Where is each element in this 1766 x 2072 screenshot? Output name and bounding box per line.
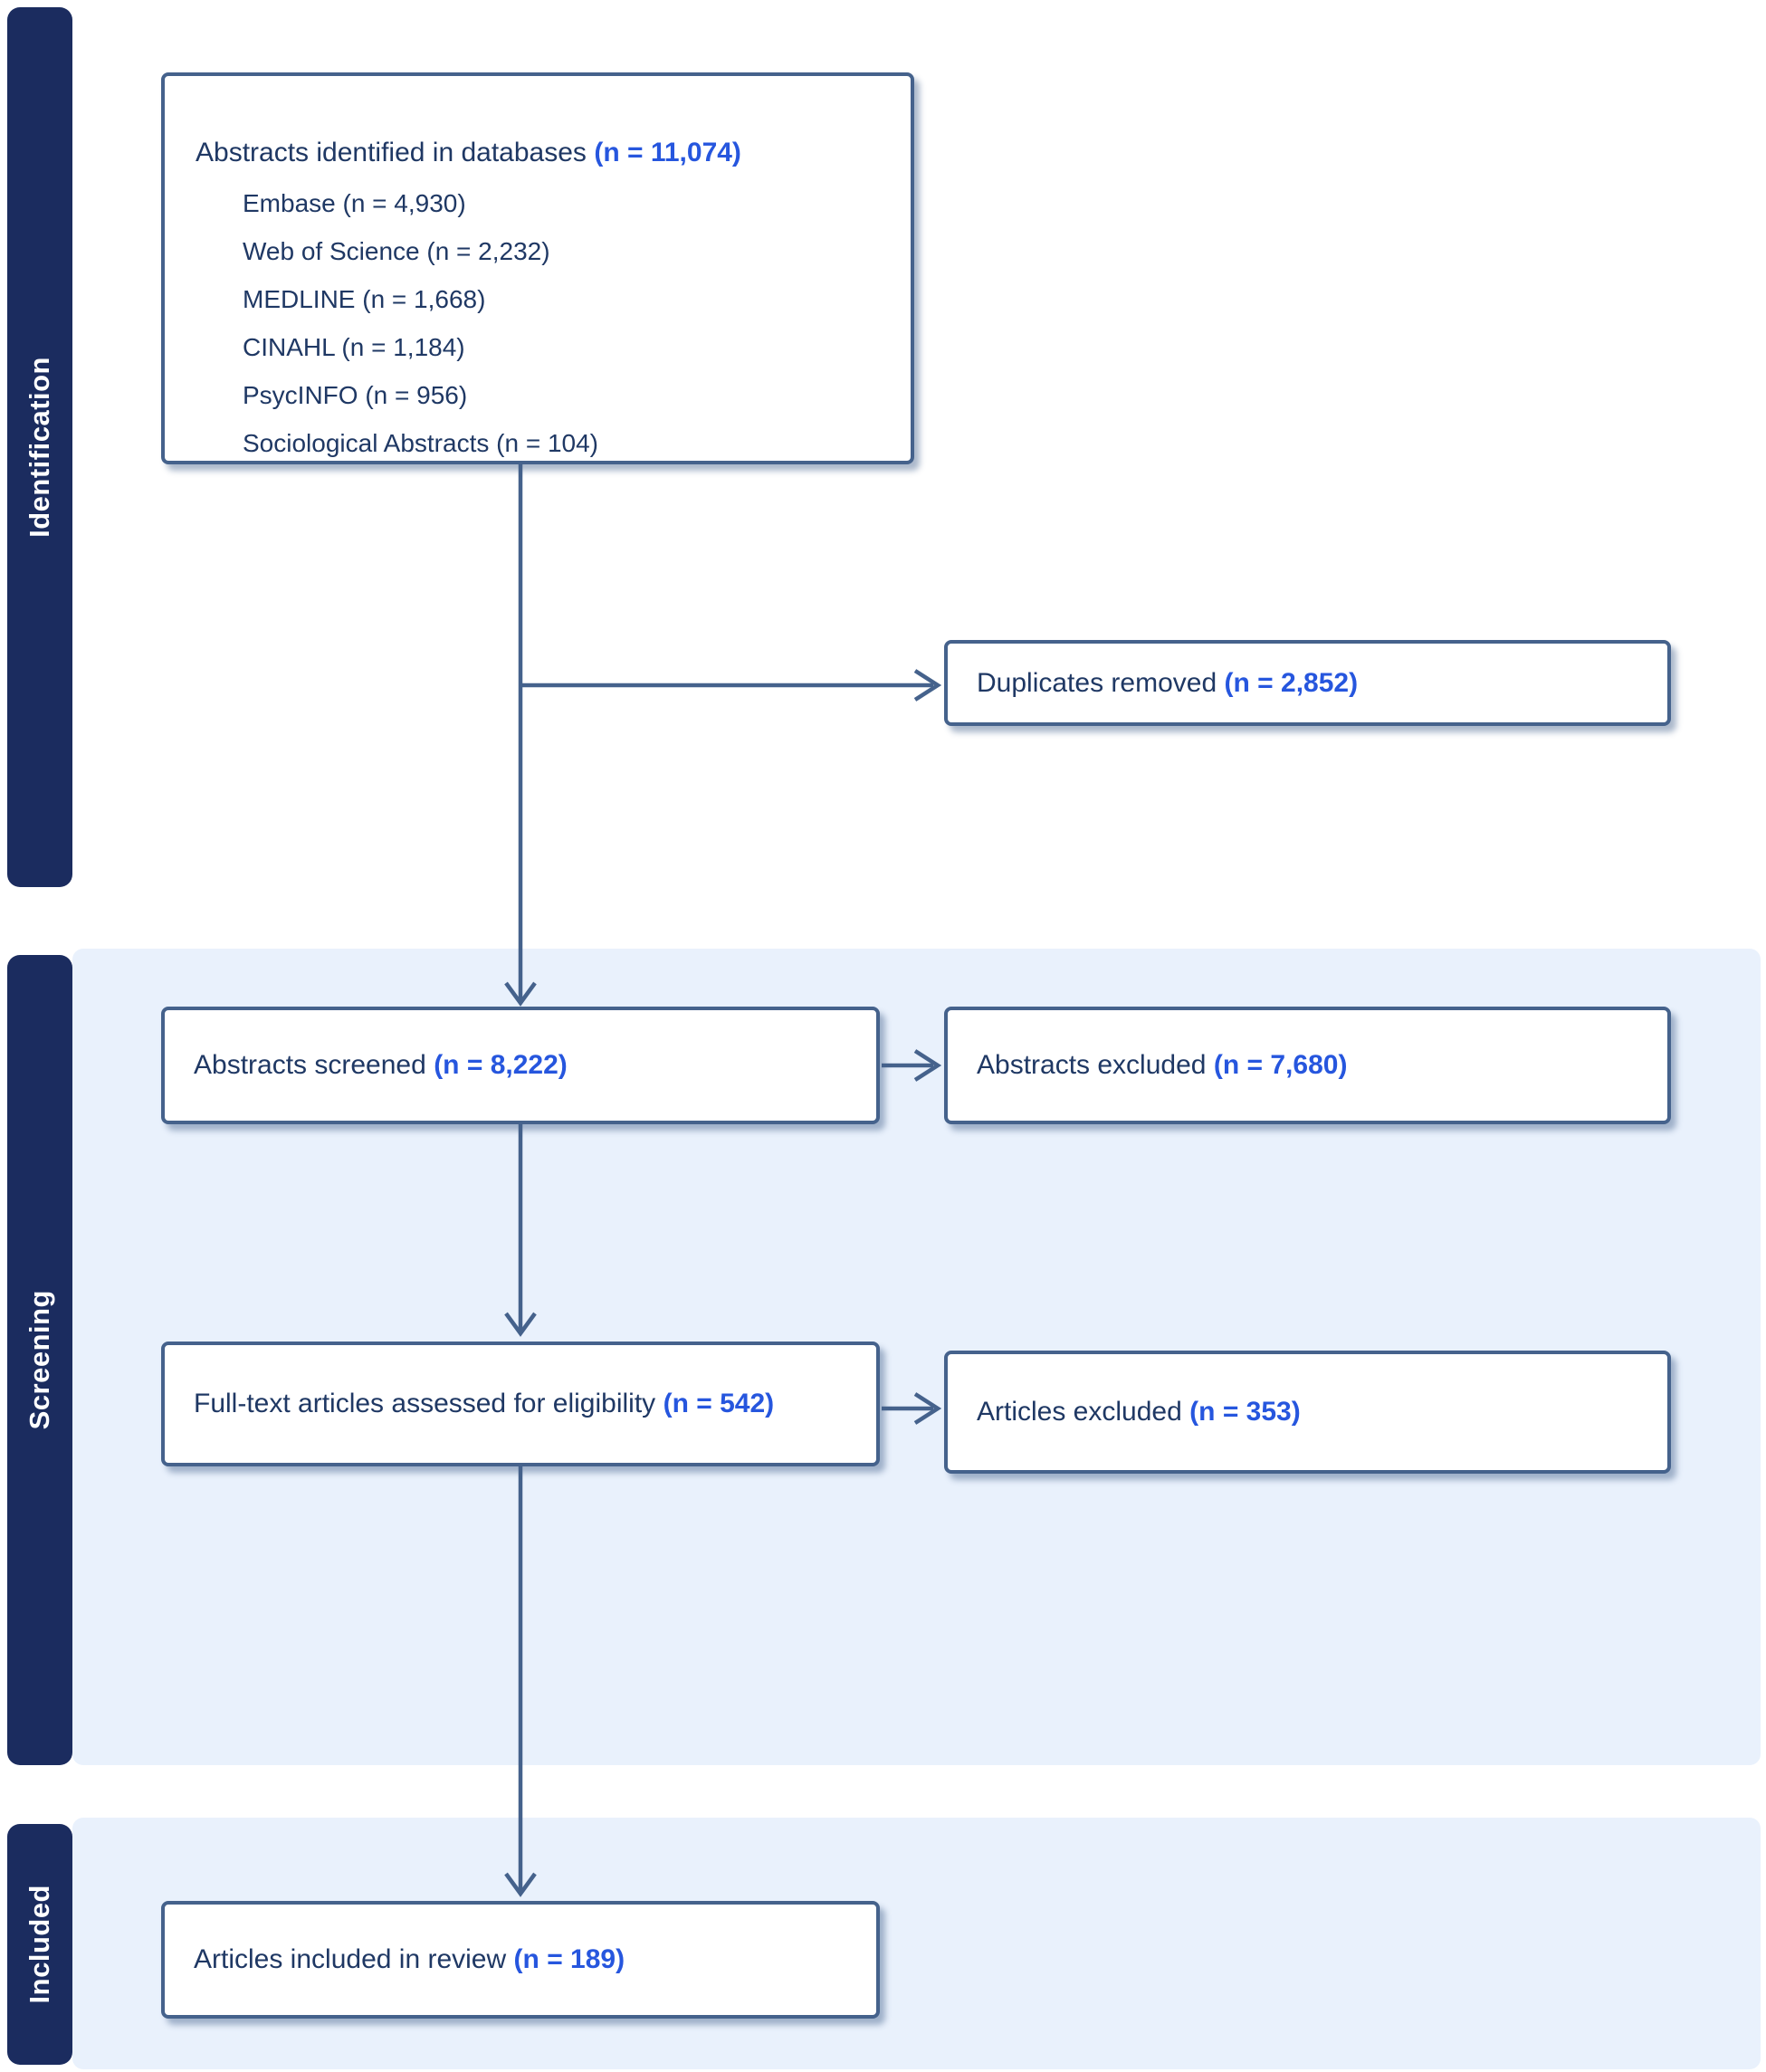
box-abstracts-excluded — [944, 1007, 1671, 1124]
included-stage-label: Included — [24, 1885, 55, 2004]
duplicates-removed-label: Duplicates removed — [977, 667, 1217, 698]
box-fulltext-assessed — [161, 1342, 880, 1466]
abstracts-screened-count: (n = 8,222) — [434, 1050, 568, 1081]
source-item-cinahl: CINAHL (n = 1,184) — [243, 333, 465, 362]
fulltext-assessed-count: (n = 542) — [663, 1389, 775, 1419]
database-source-list — [196, 179, 889, 468]
abstracts-identified-label: Abstracts identified in databases — [196, 138, 587, 167]
box-abstracts-identified — [161, 72, 914, 464]
box-duplicates-removed — [944, 640, 1671, 726]
source-item-web-of-science: Web of Science (n = 2,232) — [243, 236, 550, 265]
source-item-medline: MEDLINE (n = 1,668) — [243, 284, 486, 313]
box-abstracts-screened — [161, 1007, 880, 1124]
duplicates-removed-count: (n = 2,852) — [1224, 667, 1359, 698]
source-item-embase: Embase (n = 4,930) — [243, 188, 466, 217]
fulltext-assessed-label: Full-text articles assessed for eligibility — [194, 1389, 656, 1419]
articles-excluded-label: Articles excluded — [977, 1397, 1182, 1427]
arrow-to-duplicates-head — [915, 671, 938, 700]
abstracts-identified-header — [196, 136, 889, 170]
source-item-sociological-abstracts: Sociological Abstracts (n = 104) — [243, 429, 598, 458]
abstracts-screened-label: Abstracts screened — [194, 1050, 426, 1081]
box-articles-excluded — [944, 1351, 1671, 1474]
articles-included-count: (n = 189) — [513, 1944, 625, 1975]
articles-excluded-count: (n = 353) — [1189, 1397, 1301, 1427]
abstracts-excluded-label: Abstracts excluded — [977, 1050, 1207, 1081]
articles-included-label: Articles included in review — [194, 1944, 507, 1975]
box-articles-included — [161, 1901, 880, 2019]
abstracts-excluded-count: (n = 7,680) — [1213, 1050, 1348, 1081]
identification-stage-label: Identification — [24, 357, 55, 538]
screening-stage-rail — [7, 955, 72, 1765]
abstracts-identified-count: (n = 11,074) — [594, 138, 741, 167]
screening-stage-label: Screening — [24, 1290, 55, 1430]
identification-stage-rail — [7, 7, 72, 887]
included-stage-rail — [7, 1824, 72, 2065]
source-item-psycinfo: PsycINFO (n = 956) — [243, 381, 468, 410]
